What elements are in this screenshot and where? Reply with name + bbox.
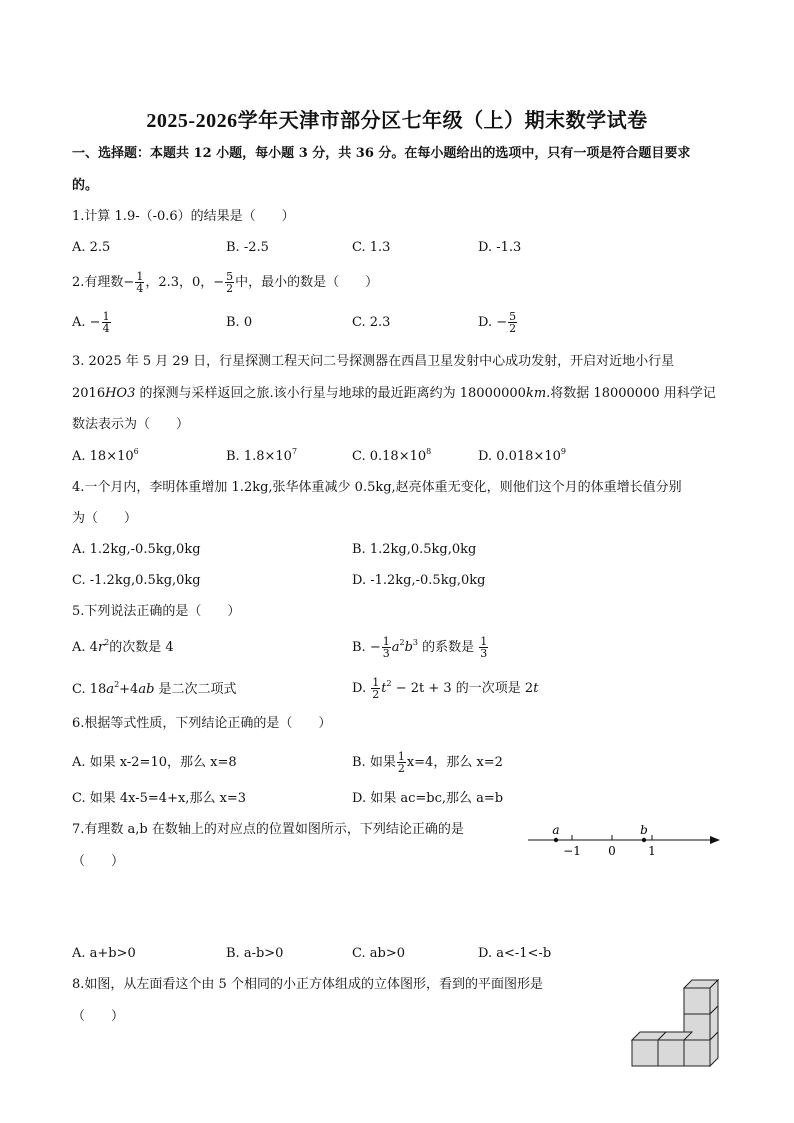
variable: b [404, 640, 413, 655]
q3-option-c [352, 449, 431, 465]
numerator: 1 [397, 750, 405, 763]
variable: a [391, 640, 400, 655]
exponent: 9 [560, 447, 566, 456]
question-6-stem: 6.根据等式性质，下列结论正确的是（ ） [72, 716, 332, 731]
q2-option-a [72, 308, 112, 338]
exponent: 7 [291, 447, 298, 456]
question-3-line-3: 数法表示为（ ） [72, 417, 190, 432]
question-1-stem: 1.计算 1.9-（-0.6）的结果是（ ） [72, 209, 295, 224]
question-4-line-1: 4.一个月内，李明体重增加 1.2kg,张华体重减少 0.5kg,赵亮体重无变化，则他们这个月的体重增长值分别 [72, 480, 682, 495]
denominator: 2 [509, 322, 517, 335]
instr-total: 36 [355, 146, 374, 161]
exponent: 8 [426, 447, 432, 456]
question-8-line-1: 8.如图，从左面看这个由 5 个相同的小正方体组成的立体图形，看到的平面图形是 [72, 977, 543, 992]
section-instructions [72, 146, 690, 162]
cube-front-face [684, 1040, 710, 1066]
numerator: 1 [102, 310, 110, 323]
instr-text: 分。在每小题给出的选项中，只有一项是符合题目要求 [373, 146, 691, 161]
variable: a [106, 682, 115, 697]
option-text: B. 如果 [352, 755, 396, 770]
page-title: 2025-2026学年天津市部分区七年级（上）期末数学试卷 [146, 110, 648, 132]
instr-count: 12 [193, 146, 212, 161]
q5-option-c [72, 682, 237, 698]
q2-fraction-2 [225, 271, 234, 294]
q6-option-a: A. 如果 x-2=10，那么 x=8 [72, 755, 237, 770]
q6-b-fraction [397, 751, 406, 774]
section-instructions-cont: 的。 [72, 178, 99, 193]
label-zero: 0 [608, 844, 616, 858]
numerator: 1 [382, 635, 390, 648]
option-text: A. 4 [72, 640, 98, 655]
instr-points: 3 [298, 146, 308, 161]
question-7-line-1: 7.有理数 a,b 在数轴上的对应点的位置如图所示，下列结论正确的是 [72, 822, 464, 837]
q7-option-c: C. ab>0 [352, 946, 405, 961]
exponent: 2 [399, 638, 405, 647]
q4-option-b: B. 1.2kg,0.5kg,0kg [352, 542, 477, 557]
exponent: 3 [412, 638, 419, 647]
instr-text: 一、选择题：本题共 [72, 146, 194, 161]
q6-option-b [352, 748, 503, 778]
q4-option-c: C. -1.2kg,0.5kg,0kg [72, 573, 201, 588]
option-text: 的一次项是 2 [451, 681, 534, 696]
option-text: A. 18×10 [72, 449, 134, 464]
denominator: 3 [480, 647, 488, 660]
asteroid-code: HO3 [105, 386, 136, 401]
cube-stack-figure [628, 976, 724, 1070]
q2-minus: − [123, 275, 135, 290]
denominator: 3 [382, 647, 390, 660]
option-letter: B. [352, 640, 370, 655]
cube-front-face [658, 1040, 684, 1066]
point-b [642, 838, 646, 842]
q5-option-b [352, 633, 489, 663]
option-letter: D. [352, 681, 371, 696]
denominator: 4 [102, 322, 110, 335]
cube-front-face [632, 1040, 658, 1066]
q3-text: .将数据 18000000 用科学记 [546, 386, 716, 401]
q3-text: 2016 [72, 386, 106, 401]
cube-front-face [684, 988, 710, 1014]
q2-minus: − [213, 275, 225, 290]
q1-option-b: B. -2.5 [226, 240, 269, 255]
q1-option-d: D. -1.3 [478, 240, 522, 255]
label-b: b [640, 823, 648, 837]
option-text: x=4，那么 x=2 [406, 755, 503, 770]
q7-option-a: A. a+b>0 [72, 946, 136, 961]
question-8-line-2: （ ） [72, 1009, 125, 1024]
q3-option-a [72, 449, 139, 465]
number-line-figure [520, 818, 726, 864]
q2-text: 中，最小的数是（ ） [235, 275, 379, 290]
denominator: 2 [226, 282, 234, 295]
q2-text: 2.有理数 [72, 275, 124, 290]
label-one: 1 [648, 844, 656, 858]
denominator: 2 [397, 762, 405, 775]
option-text: − 2t + 3 [391, 681, 452, 696]
option-text: +4 [119, 682, 139, 697]
q2-minus: − [89, 315, 101, 330]
q5-option-a [72, 640, 174, 656]
q4-option-a: A. 1.2kg,-0.5kg,0kg [72, 542, 201, 557]
question-3-line-1: 3. 2025 年 5 月 29 日，行星探测工程天问二号探测器在西昌卫星发射中心成功发射，开启对近地小行星 [72, 354, 675, 369]
question-3-line-2 [72, 386, 716, 402]
option-text: 的系数是 [418, 640, 479, 655]
option-text: C. 0.18×10 [352, 449, 427, 464]
q2-option-b: B. 0 [226, 315, 253, 330]
q2-opt-a-fraction [102, 311, 111, 334]
q2-option-c: C. 2.3 [352, 315, 391, 330]
q5-option-d [352, 674, 538, 704]
numerator: 1 [372, 676, 380, 689]
variable: ab [138, 682, 155, 697]
q3-option-b [226, 449, 297, 465]
denominator: 2 [372, 688, 380, 701]
unit-km: km [525, 386, 547, 401]
question-4-line-2: 为（ ） [72, 511, 138, 526]
option-text: 是二次二项式 [154, 682, 237, 697]
variable: t [381, 681, 387, 696]
option-text: D. 0.018×10 [478, 449, 561, 464]
q4-option-d: D. -1.2kg,-0.5kg,0kg [352, 573, 486, 588]
point-a [554, 838, 558, 842]
q1-option-c: C. 1.3 [352, 240, 391, 255]
question-2-stem [72, 268, 378, 298]
question-7-line-2: （ ） [72, 854, 125, 869]
q3-text: 的探测与采样返回之旅.该小行星与地球的最近距离约为 18000000 [135, 386, 526, 401]
q7-option-b: B. a-b>0 [226, 946, 284, 961]
question-5-stem: 5.下列说法正确的是（ ） [72, 604, 241, 619]
minus-sign: − [369, 640, 381, 655]
exponent: 2 [114, 680, 120, 689]
exponent: 2 [104, 638, 110, 647]
exponent: 6 [133, 447, 139, 456]
q2-option-d [478, 308, 518, 338]
q2-minus: − [496, 315, 508, 330]
q5-d-fraction [371, 677, 380, 700]
axis-arrow-icon [710, 836, 720, 844]
q6-option-c: C. 如果 4x-5=4+x,那么 x=3 [72, 791, 247, 806]
q5-b-fraction [382, 636, 391, 659]
numerator: 5 [509, 310, 517, 323]
instr-text: 分，共 [307, 146, 356, 161]
q7-option-d: D. a<-1<-b [478, 946, 552, 961]
q3-option-d [478, 449, 566, 465]
variable: r [97, 640, 105, 655]
denominator: 4 [136, 282, 144, 295]
q2-opt-d-fraction [508, 311, 517, 334]
instr-text: 小题，每小题 [211, 146, 299, 161]
q6-option-d: D. 如果 ac=bc,那么 a=b [352, 791, 504, 806]
option-text: C. 18 [72, 682, 107, 697]
q5-b-answer-fraction [479, 636, 488, 659]
numerator: 1 [480, 635, 488, 648]
q2-text: ，2.3，0， [145, 275, 214, 290]
numerator: 1 [136, 270, 144, 283]
exponent: 2 [386, 679, 392, 688]
q1-option-a: A. 2.5 [72, 240, 111, 255]
q2-fraction-1 [135, 271, 144, 294]
option-letter: D. [478, 315, 497, 330]
variable: t [533, 681, 539, 696]
label-a: a [552, 823, 560, 837]
option-text: 的次数是 4 [109, 640, 174, 655]
numerator: 5 [226, 270, 234, 283]
label-minus-one: −1 [563, 844, 581, 858]
option-text: B. 1.8×10 [226, 449, 292, 464]
option-letter: A. [72, 315, 90, 330]
